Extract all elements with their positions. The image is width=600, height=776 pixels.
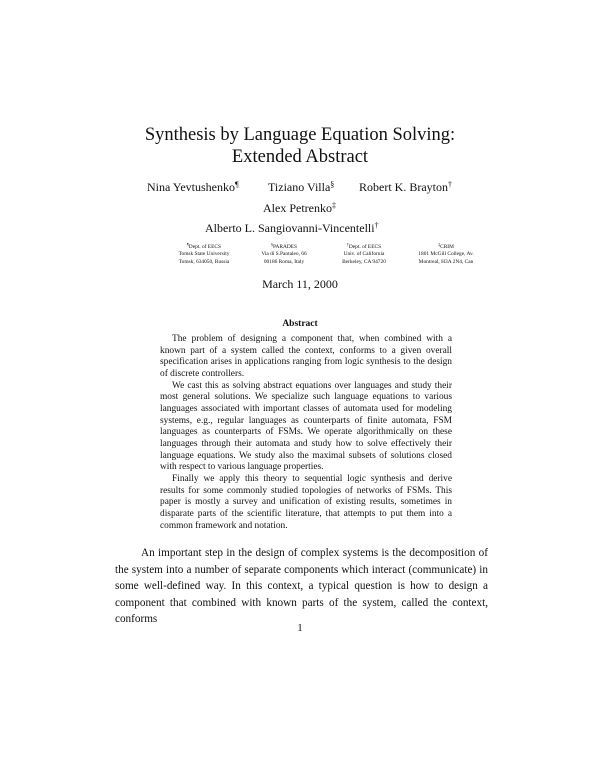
affiliation-crim: ‡CRIM 1801 McGill College, Av. Montreal, H3A 2N4, Can (418, 242, 474, 265)
paper-date: March 11, 2000 (262, 277, 338, 291)
body-text (115, 545, 488, 628)
title-line-2: Extended Abstract (231, 147, 369, 167)
affiliation-tomsk: ¶Dept. of EECS Tomsk State University Tomsk, 634050, Russia (178, 242, 230, 265)
body-paragraph: An important step in the design of complex systems is the decomposition of the system into a number of separate components which interact (communicate) in some well-defined way. In this context, a typical question is how to design a component that combined with known parts of the system, called the context, conforms (115, 547, 488, 626)
affiliations (0, 244, 600, 274)
abstract-paragraph: The problem of designing a component that, when combined with a known part of a system called the context, conforms to a given overall specification arises in applications ranging from logic synthesis to the design of discrete controllers. (160, 334, 452, 379)
affiliation-parades: §PARADES Via di S.Pantaleo, 66 00186 Roma, Italy (261, 242, 307, 265)
author-villa: Tiziano Villa§ (268, 180, 335, 194)
author-petrenko: Alex Petrenko‡ (263, 201, 336, 215)
title-line-1: Synthesis by Language Equation Solving: (144, 125, 456, 145)
abstract-paragraph: We cast this as solving abstract equations over languages and study their most general solutions. We specialize such language equations to various languages associated with important classes of automata used for modeling systems, e.g., regular languages as counterparts of finite automata, FSM languages as counterparts of FSMs. We operate algorithmically on these languages through their automata and study how to solve effectively their language equations. We study also the maximal subsets of solutions closed with respect to various language properties. (160, 380, 452, 473)
author-yevtushenko: Nina Yevtushenko¶ (147, 180, 239, 194)
author-brayton: Robert K. Brayton† (359, 180, 452, 194)
abstract-heading: Abstract (282, 319, 318, 329)
abstract-text (160, 334, 452, 532)
page-number: 1 (297, 622, 303, 634)
abstract-paragraph: Finally we apply this theory to sequential logic synthesis and derive results for some commonly studied topologies of networks of FSMs. This paper is mostly a survey and unification of existing results, sometimes in disparate parts of the scientific literature, that attempts to put them into a common framework and notation. (160, 473, 452, 531)
author-sangiovanni-vincentelli: Alberto L. Sangiovanni-Vincentelli† (205, 221, 379, 235)
paper-title (0, 124, 600, 168)
affiliation-berkeley: †Dept. of EECS Univ. of California Berkeley, CA 94720 (342, 242, 386, 265)
